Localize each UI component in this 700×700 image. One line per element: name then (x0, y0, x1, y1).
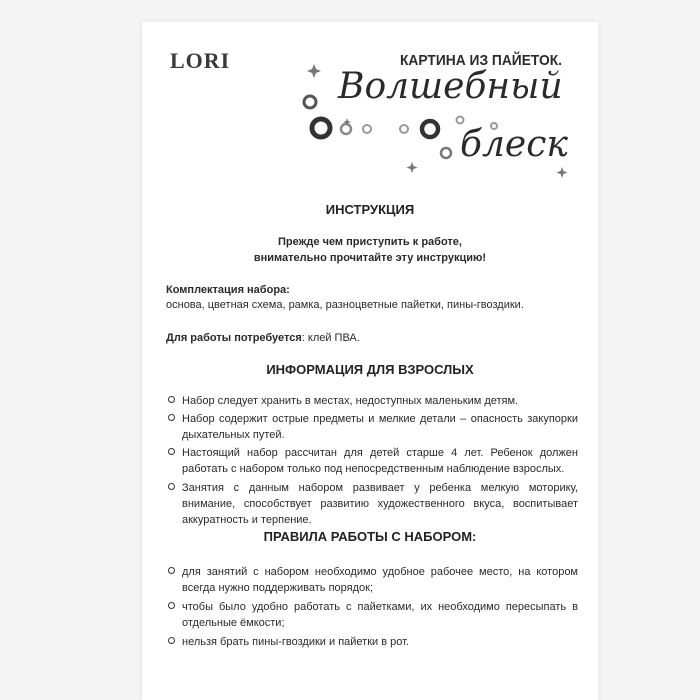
bullet-icon (168, 602, 175, 609)
warning-line-2: внимательно прочитайте эту инструкцию! (253, 252, 487, 264)
needs-text: : клей ПВА. (301, 332, 360, 344)
needs-label: Для работы потребуется (166, 332, 302, 344)
needs-line (166, 332, 360, 344)
product-title-line1: Волшебный (338, 66, 563, 107)
bullet-icon (168, 448, 175, 455)
rules-heading: ПРАВИЛА РАБОТЫ С НАБОРОМ: (263, 529, 477, 544)
product-title-line2: блеск (460, 124, 568, 165)
kit-label: Комплектация набора: (166, 284, 290, 296)
bullet-icon (168, 483, 175, 490)
bullet-icon (168, 567, 175, 574)
adult-info-heading: ИНФОРМАЦИЯ ДЛЯ ВЗРОСЛЫХ (266, 362, 474, 377)
kit-contents: основа, цветная схема, рамка, разноцветные пайетки, пины-гвоздики. (166, 299, 524, 311)
instruction-heading: ИНСТРУКЦИЯ (325, 202, 415, 217)
instruction-sheet: LORI КАРТИНА ИЗ ПАЙЕТОК. Волшебный блеск ИНСТРУКЦИЯ Прежде чем приступить к работе, внимательно прочитайте эту инструкцию! Комплектация набора: основа, цветная схема, рамка, разноцветные пайетки, пины-гвоздики. Для работы потребуется: клей ПВА. ИНФОРМАЦИЯ ДЛЯ ВЗРОСЛЫХ Набор следует хранить в местах, недоступных маленьким детям. Набор содержит острые предметы и мелкие детали – опасность закупорки дыхательных путей. Настоящий набор рассчитан для детей старше 4 лет. Ребенок должен работать с набором только под непосредственным наблюдение взрослых. Занятия с данным набором развивает у ребенка мелкую моторику, внимание, способствует развитию художественного вкуса, воспитывает аккуратность и терпение. ПРАВИЛА РАБОТЫ С НАБОРОМ: для занятий с набором необходимо удобное рабочее место, на котором всегда нужно поддерживать порядок; чтобы было удобно работать с пайетками, их необходимо пересыпать в отдельные ёмкости; нельзя брать пины-гвоздики и пайетки в рот. (142, 22, 598, 700)
bullet-icon (168, 414, 175, 421)
sequin-decoration (142, 22, 598, 212)
warning-line-1: Прежде чем приступить к работе, (278, 236, 462, 248)
brand-logo: LORI (170, 48, 231, 73)
bullet-icon (168, 637, 175, 644)
product-subtitle: КАРТИНА ИЗ ПАЙЕТОК. (400, 52, 563, 69)
bullet-icon (168, 396, 175, 403)
